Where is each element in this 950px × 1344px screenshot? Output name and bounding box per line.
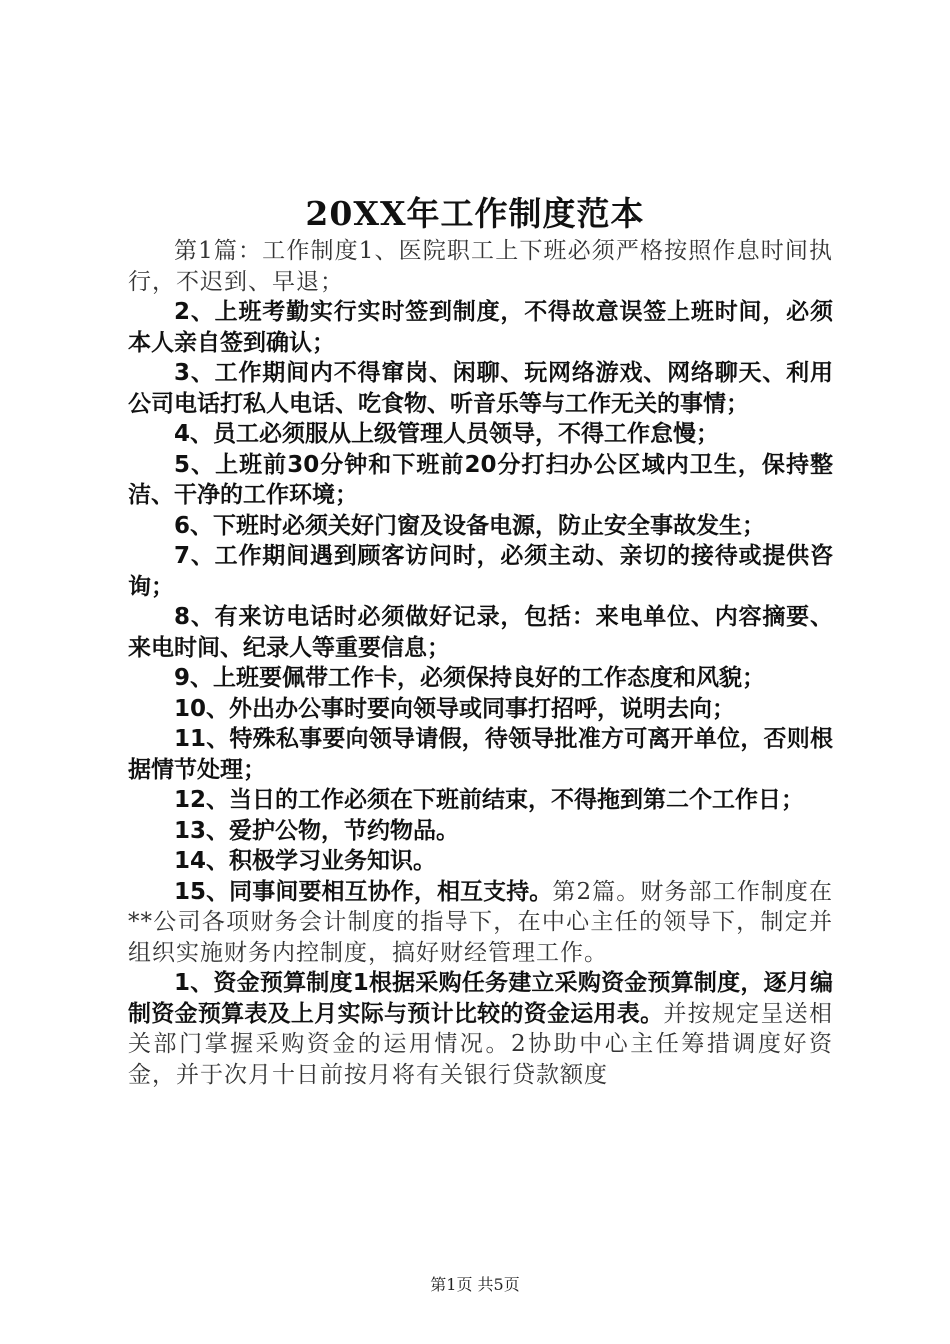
paragraph xyxy=(128,511,833,542)
paragraph xyxy=(128,968,833,1090)
page-footer: 第1页 共5页 xyxy=(430,1275,520,1294)
text-run: 12、当日的工作必须在下班前结束，不得拖到第二个工作日； xyxy=(174,787,805,813)
paragraph xyxy=(128,846,833,877)
text-run: 1、资金预算制度1根据采购任务建立采购资金预算制度，逐月编制资金预算表及上月实际与预计比较的资金运用表。 xyxy=(128,970,833,1027)
text-run: 7、工作期间遇到顾客访问时，必须主动、亲切的接待或提供咨询； xyxy=(128,543,833,600)
text-run: 11、特殊私事要向领导请假，待领导批准方可离开单位，否则根据情节处理； xyxy=(128,726,833,783)
document-title: 20XX年工作制度范本 xyxy=(305,194,645,233)
text-run: 10、外出办公事时要向领导或同事打招呼，说明去向； xyxy=(174,695,736,722)
text-run: 第2篇。财务部工作制度在**公司各项财务会计制度的指导下，在中心主任的领导下，制定并组织实施财务内控制度，搞好财经管理工作。 xyxy=(128,878,833,966)
paragraph xyxy=(128,450,833,511)
paragraph xyxy=(128,663,833,694)
paragraph xyxy=(128,297,833,358)
text-run: 5、上班前30分钟和下班前20分打扫办公区域内卫生，保持整洁、干净的工作环境； xyxy=(128,451,833,508)
text-run: 2、上班考勤实行实时签到制度，不得故意误签上班时间，必须本人亲自签到确认； xyxy=(128,299,833,356)
paragraph xyxy=(128,785,833,816)
text-run: 14、积极学习业务知识。 xyxy=(174,848,437,874)
text-run: 8、有来访电话时必须做好记录，包括：来电单位、内容摘要、来电时间、纪录人等重要信息； xyxy=(128,604,833,661)
text-run: 9、上班要佩带工作卡，必须保持良好的工作态度和风貌； xyxy=(174,665,766,691)
paragraph xyxy=(128,541,833,602)
paragraph xyxy=(128,419,833,450)
paragraph xyxy=(128,694,833,725)
text-run: 4、员工必须服从上级管理人员领导，不得工作怠慢； xyxy=(174,421,720,447)
paragraph xyxy=(128,236,833,297)
paragraph xyxy=(128,877,833,969)
paragraph xyxy=(128,358,833,419)
text-run: 13、爱护公物，节约物品。 xyxy=(174,817,460,844)
document-body xyxy=(128,236,833,1090)
text-run: 3、工作期间内不得窜岗、闲聊、玩网络游戏、网络聊天、利用公司电话打私人电话、吃食物、听音乐等与工作无关的事情； xyxy=(128,360,833,417)
text-run: 6、下班时必须关好门窗及设备电源，防止安全事故发生； xyxy=(174,512,766,539)
paragraph xyxy=(128,602,833,663)
paragraph xyxy=(128,724,833,785)
text-run: 并按规定呈送相关部门掌握采购资金的运用情况。2协助中心主任筹措调度好资金，并于次月十日前按月将有关银行贷款额度 xyxy=(128,1000,834,1088)
text-run: 15、同事间要相互协作，相互支持。 xyxy=(174,878,553,905)
text-run: 第1篇：工作制度1、医院职工上下班必须严格按照作息时间执行，不迟到、早退； xyxy=(128,238,833,295)
paragraph xyxy=(128,816,833,847)
